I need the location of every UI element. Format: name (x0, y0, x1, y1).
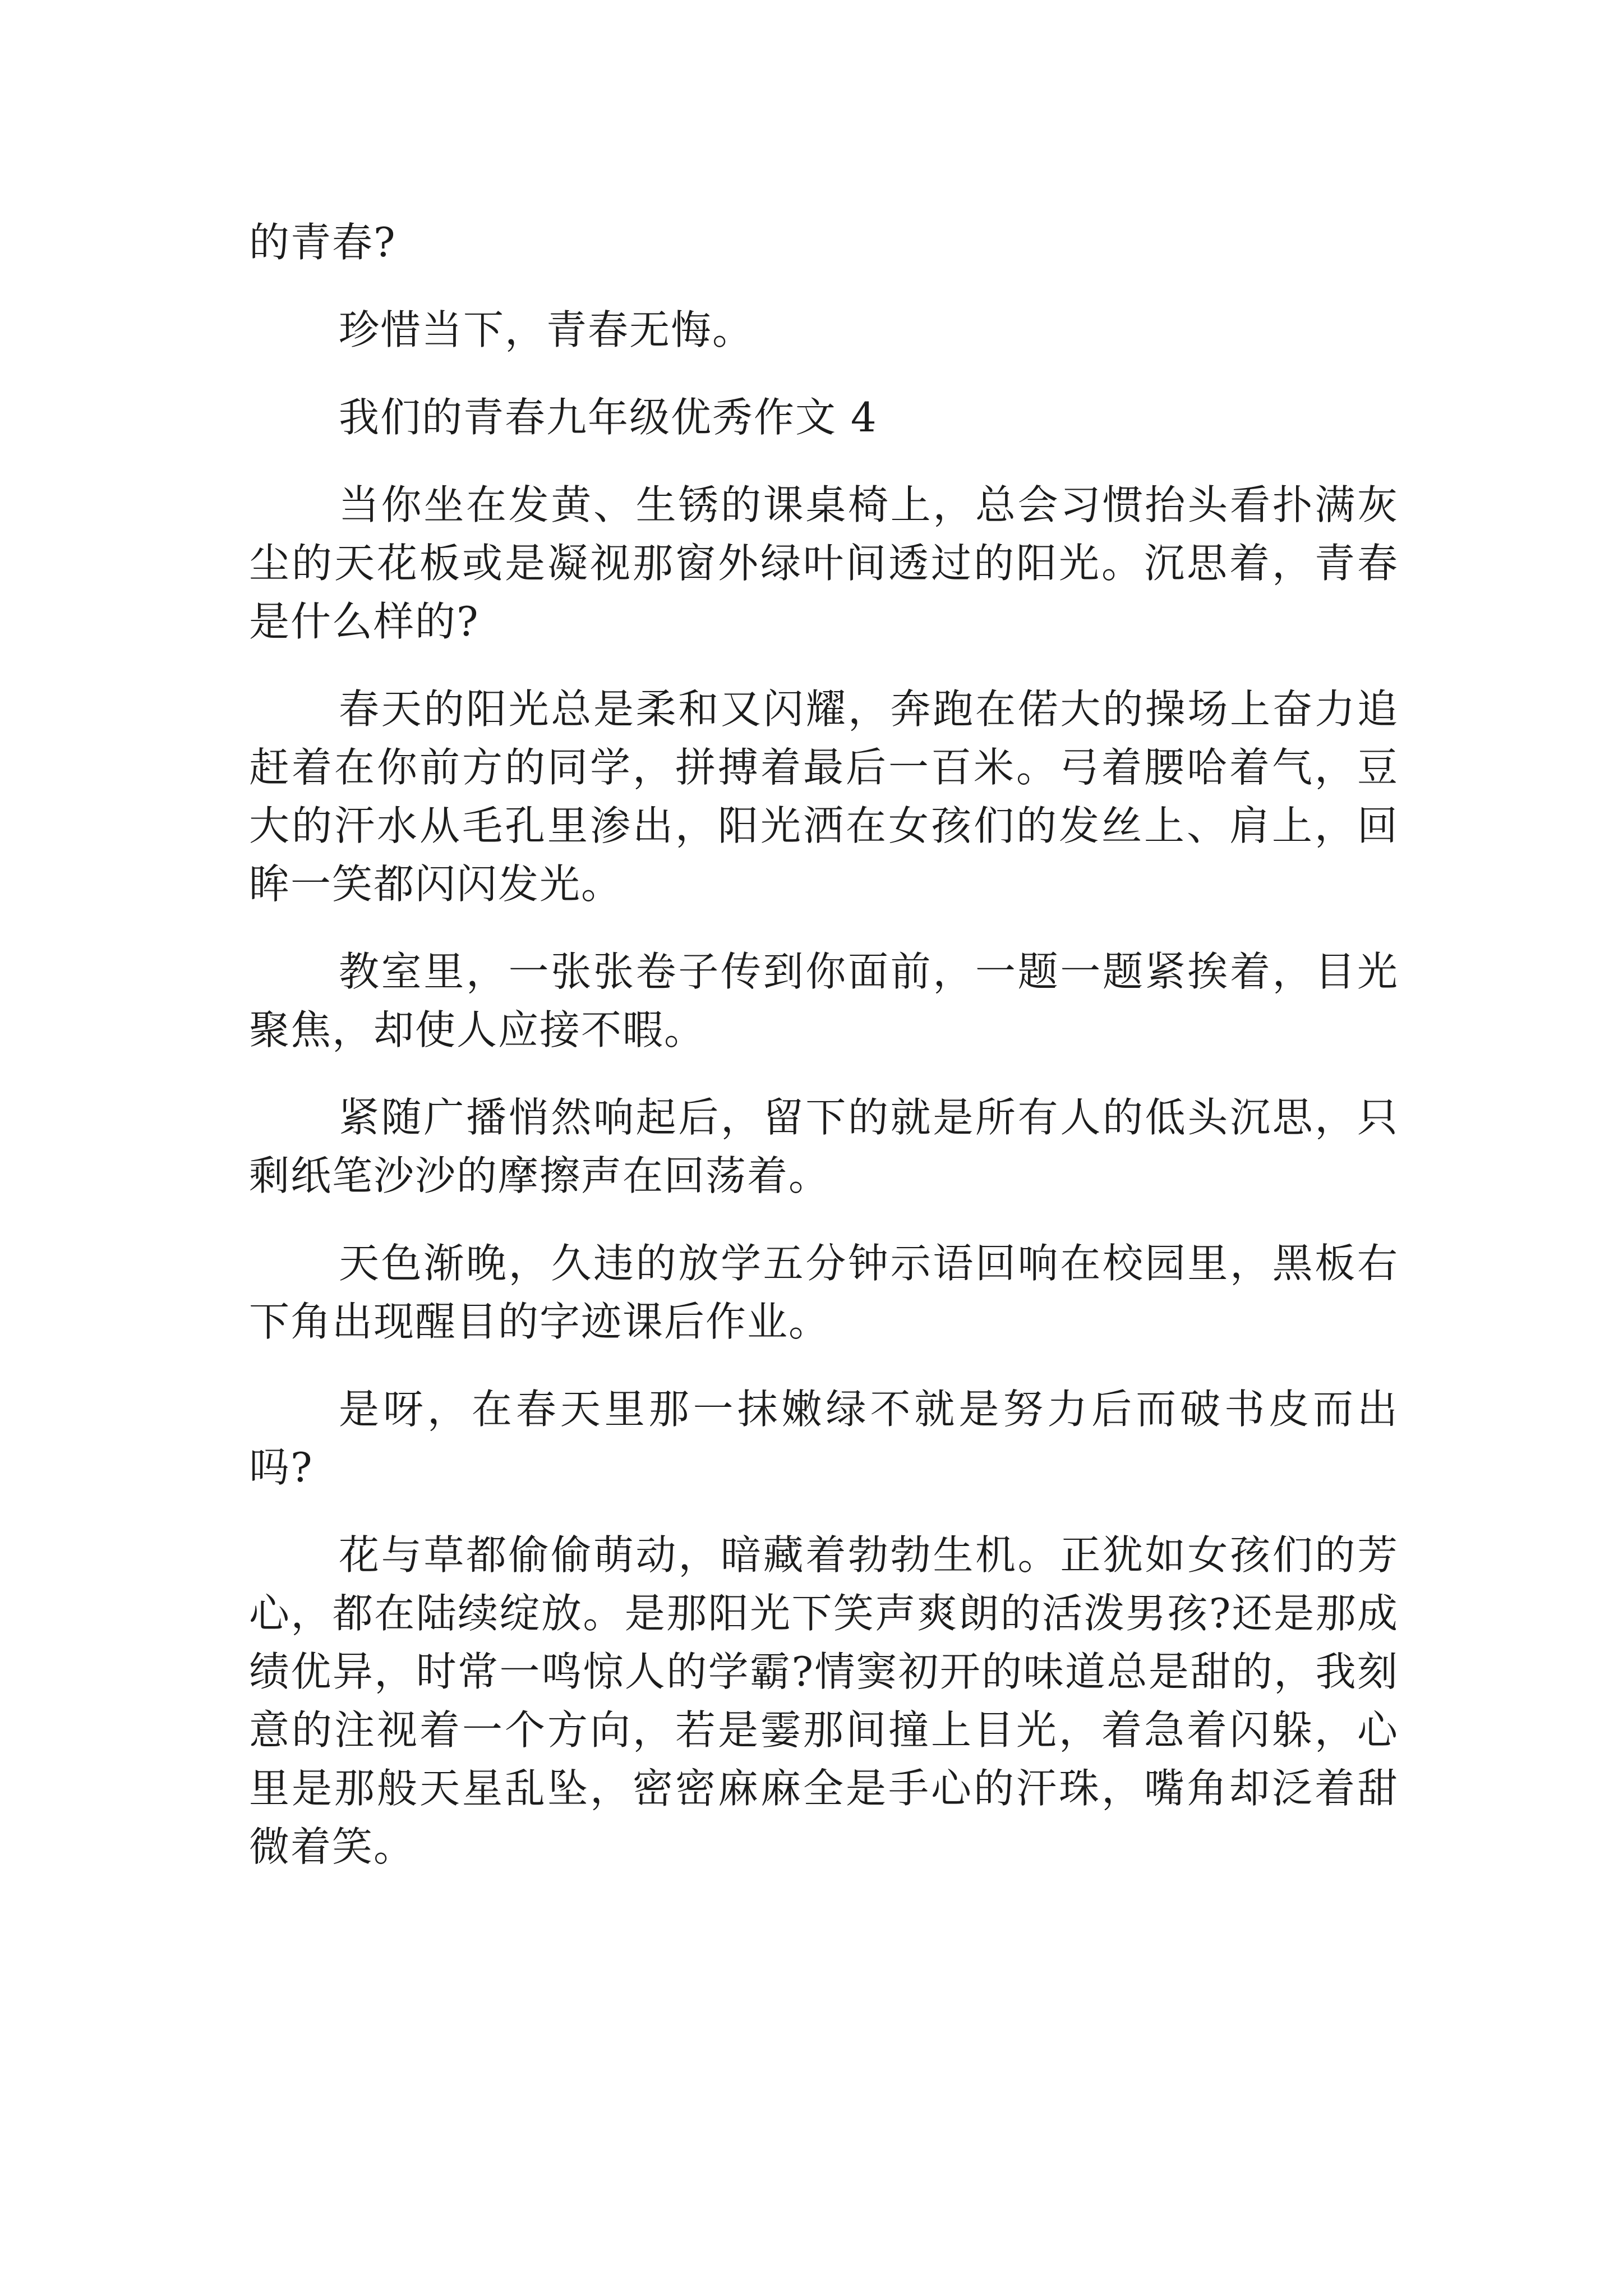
paragraph: 紧随广播悄然响起后，留下的就是所有人的低头沉思，只剩纸笔沙沙的摩擦声在回荡着。 (249, 1094, 1399, 1199)
paragraph: 花与草都偷偷萌动，暗藏着勃勃生机。正犹如女孩们的芳心，都在陆续绽放。是那阳光下笑声爽朗的活泼男孩?还是那成绩优异，时常一鸣惊人的学霸?情窦初开的味道总是甜的，我刻意的注视着一个方向，若是霎那间撞上目光，着急着闪躲，心里是那般天星乱坠，密密麻麻全是手心的汗珠，嘴角却泛着甜微着笑。 (249, 1531, 1399, 1870)
section-heading: 我们的青春九年级优秀作文 4 (339, 394, 878, 441)
paragraph: 春天的阳光总是柔和又闪耀，奔跑在偌大的操场上奋力追赶着在你前方的同学，拼搏着最后一百米。弓着腰哈着气，豆大的汗水从毛孔里渗出，阳光洒在女孩们的发丝上、肩上，回眸一笑都闪闪发光。 (249, 685, 1399, 908)
paragraph: 是呀，在春天里那一抹嫩绿不就是努力后而破书皮而出吗? (249, 1386, 1399, 1491)
paragraph-continuation: 的青春? (249, 219, 396, 266)
paragraph: 珍惜当下，青春无悔。 (339, 306, 754, 353)
paragraph: 教室里，一张张卷子传到你面前，一题一题紧挨着，目光聚焦，却使人应接不暇。 (249, 948, 1399, 1053)
paragraph: 当你坐在发黄、生锈的课桌椅上，总会习惯抬头看扑满灰尘的天花板或是凝视那窗外绿叶间透过的阳光。沉思着，青春是什么样的? (249, 481, 1399, 645)
paragraph: 天色渐晚，久违的放学五分钟示语回响在校园里，黑板右下角出现醒目的字迹课后作业。 (249, 1240, 1399, 1345)
